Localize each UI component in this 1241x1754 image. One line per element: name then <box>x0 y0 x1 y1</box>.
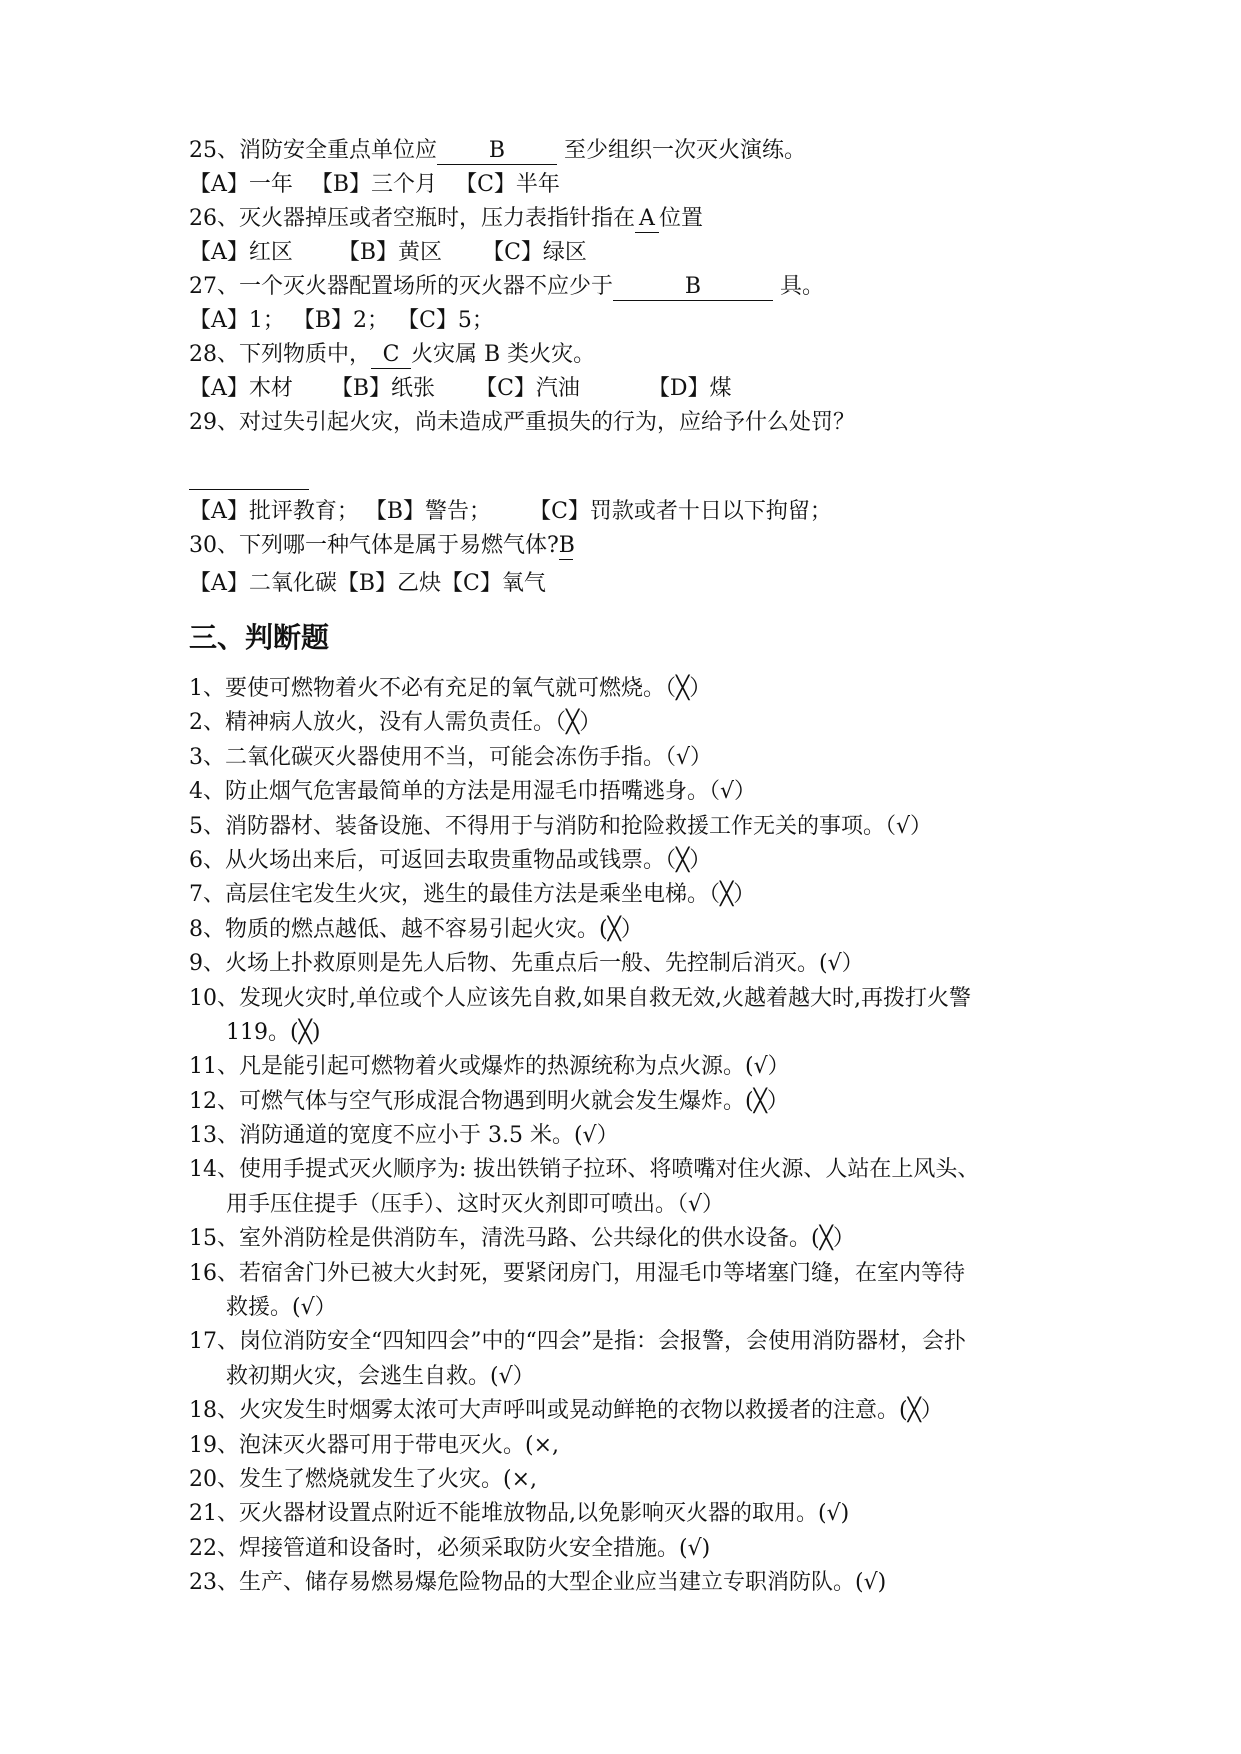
judgment-item: 23、生产、储存易燃易爆危险物品的大型企业应当建立专职消防队。(√) <box>189 1570 887 1596</box>
options-26: 【A】红区 【B】黄区 【C】绿区 <box>189 240 587 265</box>
judgment-item: 17、岗位消防安全“四知四会”中的“四会”是指：会报警，会使用消防器材，会扑 <box>189 1329 966 1355</box>
judgment-item: 10、发现火灾时,单位或个人应该先自救,如果自救无效,火越着越大时,再拨打火警 <box>189 985 971 1011</box>
judgment-item: 13、消防通道的宽度不应小于 3.5 米。(√） <box>189 1123 619 1149</box>
judgment-item: 20、发生了燃烧就发生了火灾。(×, <box>189 1466 538 1492</box>
judgment-item: 19、泡沫灭火器可用于带电灭火。(×, <box>189 1432 560 1458</box>
judgment-item-continuation: 救初期火灾，会逃生自救。(√） <box>226 1363 535 1389</box>
question-28: 28、下列物质中， C 火灾属 B 类火灾。 <box>189 342 596 367</box>
judgment-item: 18、火灾发生时烟雾太浓可大声呼叫或晃动鲜艳的衣物以救援者的注意。(╳） <box>189 1398 943 1424</box>
judgment-item: 15、室外消防栓是供消防车，清洗马路、公共绿化的供水设备。(╳） <box>189 1226 855 1252</box>
judgment-item-continuation: 救援。(√） <box>226 1295 337 1321</box>
choice-questions <box>189 134 1089 440</box>
judgment-item: 16、若宿舍门外已被大火封死，要紧闭房门，用湿毛巾等堵塞门缝，在室内等待 <box>189 1260 965 1286</box>
options-25: 【A】一年 【B】三个月 【C】半年 <box>189 172 560 197</box>
judgment-item: 1、要使可燃物着火不必有充足的氧气就可燃烧。（╳） <box>189 676 712 701</box>
choice-questions-cont <box>189 495 1089 601</box>
answer-blank: C <box>371 342 411 369</box>
judgment-item: 6、从火场出来后，可返回去取贵重物品或钱票。（╳） <box>189 847 712 873</box>
judgment-item: 2、精神病人放火，没有人需负责任。（╳） <box>189 710 602 736</box>
options-29: 【A】批评教育； 【B】警告； 【C】罚款或者十日以下拘留； <box>189 499 832 524</box>
answer-blank: B <box>437 138 557 165</box>
judgment-list <box>189 672 1089 1601</box>
answer-blank: B <box>558 533 575 558</box>
judgment-item: 21、灭火器材设置点附近不能堆放物品,以免影响灭火器的取用。(√) <box>189 1501 850 1527</box>
judgment-item: 9、火场上扑救原则是先人后物、先重点后一般、先控制后消灭。(√） <box>189 951 864 977</box>
answer-blank: B <box>613 274 773 301</box>
judgment-item: 11、凡是能引起可燃物着火或爆炸的热源统称为点火源。(√） <box>189 1054 790 1080</box>
judgment-item: 12、可燃气体与空气形成混合物遇到明火就会发生爆炸。(╳） <box>189 1088 789 1114</box>
judgment-item: 14、使用手提式灭火顺序为: 拔出铁销子拉环、将喷嘴对住火源、人站在上风头、 <box>189 1157 980 1183</box>
judgment-item-continuation: 119。(╳) <box>226 1019 321 1045</box>
question-29: 29、对过失引起火灾，尚未造成严重损失的行为，应给予什么处罚？ <box>189 410 855 435</box>
answer-blank: A <box>635 206 659 233</box>
question-30: 30、下列哪一种气体是属于易燃气体?B <box>189 533 575 558</box>
options-28: 【A】木材 【B】纸张 【C】汽油 【D】煤 <box>189 376 732 401</box>
judgment-item: 4、防止烟气危害最简单的方法是用湿毛巾捂嘴逃身。（√） <box>189 779 757 805</box>
options-30: 【A】二氧化碳【B】乙炔【C】氧气 <box>189 571 546 596</box>
section-heading: 三、判断题 <box>189 621 330 654</box>
judgment-item: 5、消防器材、装备设施、不得用于与消防和抢险救援工作无关的事项。（√） <box>189 813 933 839</box>
judgment-item-continuation: 用手压住提手（压手）、这时灭火剂即可喷出。（√） <box>226 1191 725 1217</box>
judgment-item: 7、高层住宅发生火灾，逃生的最佳方法是乘坐电梯。（╳） <box>189 882 756 908</box>
question-25: 25、消防安全重点单位应 B 至少组织一次灭火演练。 <box>189 138 806 163</box>
answer-blank-29 <box>189 489 309 490</box>
judgment-item: 22、焊接管道和设备时，必须采取防火安全措施。(√) <box>189 1535 711 1561</box>
question-26: 26、灭火器掉压或者空瓶时，压力表指针指在 A 位置 <box>189 206 704 231</box>
options-27: 【A】1； 【B】2； 【C】5； <box>189 308 494 333</box>
judgment-item: 8、物质的燃点越低、越不容易引起火灾。(╳） <box>189 916 643 942</box>
judgment-item: 3、二氧化碳灭火器使用不当，可能会冻伤手指。（√） <box>189 744 713 770</box>
question-27: 27、一个灭火器配置场所的灭火器不应少于 B 具。 <box>189 274 824 299</box>
